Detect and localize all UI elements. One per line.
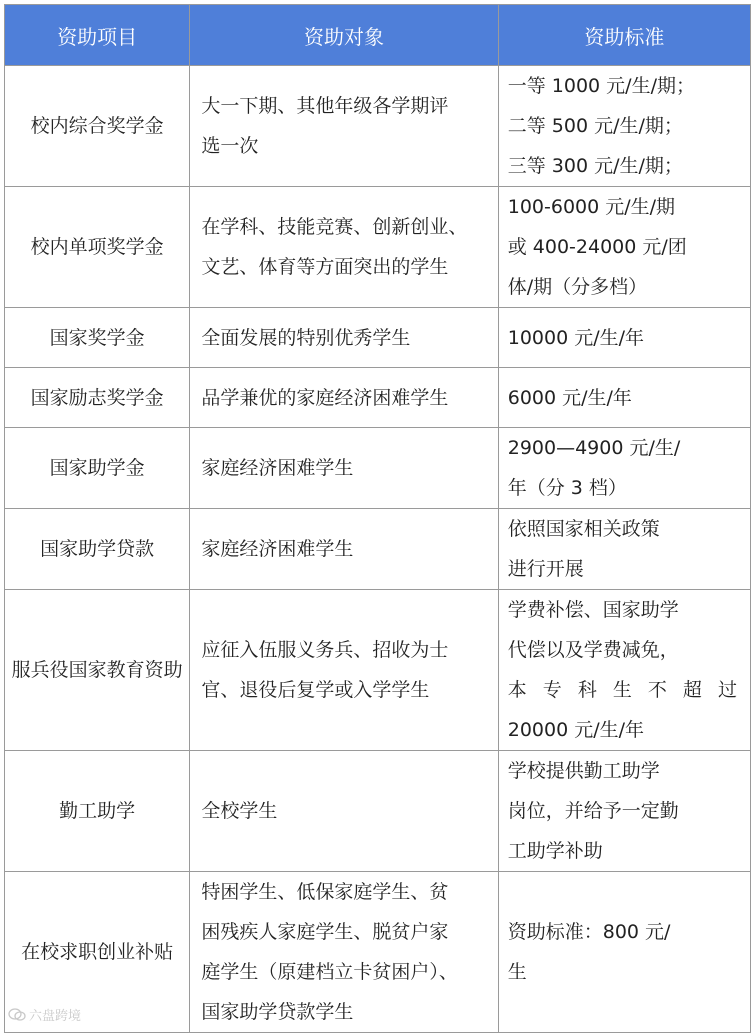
project-cell: 国家奖学金 bbox=[5, 308, 190, 368]
table-row bbox=[5, 751, 751, 872]
header-target: 资助对象 bbox=[190, 5, 498, 66]
standard-line: 100-6000 元/生/期 bbox=[507, 196, 676, 218]
target-line: 官、退役后复学或入学学生 bbox=[201, 679, 430, 701]
standard-line: 2900—4900 元/生/ bbox=[507, 437, 681, 459]
standard-line: 6000 元/生/年 bbox=[507, 386, 632, 409]
chat-bubble-icon bbox=[8, 1008, 26, 1022]
target-line: 家庭经济困难学生 bbox=[201, 457, 354, 479]
project-cell: 校内单项奖学金 bbox=[5, 187, 190, 308]
standard-line: 学校提供勤工助学 bbox=[507, 760, 660, 782]
header-project: 资助项目 bbox=[5, 5, 190, 66]
target-cell bbox=[190, 872, 498, 1033]
target-cell bbox=[190, 66, 498, 187]
header-standard: 资助标准 bbox=[498, 5, 750, 66]
standard-line: 本 专 科 生 不 超 过 bbox=[507, 679, 742, 701]
target-line: 品学兼优的家庭经济困难学生 bbox=[201, 386, 449, 409]
target-cell bbox=[190, 308, 498, 368]
standard-line: 三等 300 元/生/期； bbox=[507, 155, 683, 177]
standard-line: 工助学补助 bbox=[507, 840, 603, 862]
watermark bbox=[8, 1005, 81, 1024]
project-cell: 国家助学贷款 bbox=[5, 509, 190, 590]
project-cell: 勤工助学 bbox=[5, 751, 190, 872]
standard-cell bbox=[498, 308, 750, 368]
project-cell: 服兵役国家教育资助 bbox=[5, 590, 190, 751]
project-cell: 国家助学金 bbox=[5, 428, 190, 509]
standard-line: 资助标准：800 元/ bbox=[507, 921, 671, 943]
standard-line: 岗位，并给予一定勤 bbox=[507, 800, 679, 822]
standard-cell bbox=[498, 509, 750, 590]
standard-cell bbox=[498, 751, 750, 872]
table-row bbox=[5, 66, 751, 187]
target-cell bbox=[190, 751, 498, 872]
standard-line: 代偿以及学费减免， bbox=[507, 639, 679, 661]
standard-cell bbox=[498, 66, 750, 187]
target-line: 全面发展的特别优秀学生 bbox=[201, 326, 411, 349]
standard-line: 20000 元/生/年 bbox=[507, 719, 645, 741]
standard-cell bbox=[498, 872, 750, 1033]
project-cell: 在校求职创业补贴 bbox=[5, 872, 190, 1033]
target-cell bbox=[190, 509, 498, 590]
standard-line: 学费补偿、国家助学 bbox=[507, 599, 679, 621]
watermark-text: 六盘跨境 bbox=[29, 1009, 82, 1024]
table-row bbox=[5, 590, 751, 751]
target-line: 全校学生 bbox=[201, 800, 278, 822]
table-row bbox=[5, 428, 751, 509]
project-cell: 国家励志奖学金 bbox=[5, 368, 190, 428]
target-line: 困残疾人家庭学生、脱贫户家 bbox=[201, 921, 449, 943]
standard-line: 一等 1000 元/生/期； bbox=[507, 75, 695, 97]
target-cell bbox=[190, 187, 498, 308]
standard-line: 进行开展 bbox=[507, 558, 584, 580]
target-line: 国家助学贷款学生 bbox=[201, 1001, 354, 1023]
standard-line: 依照国家相关政策 bbox=[507, 518, 660, 540]
target-line: 庭学生（原建档立卡贫困户）、 bbox=[201, 961, 458, 983]
project-cell: 校内综合奖学金 bbox=[5, 66, 190, 187]
target-line: 应征入伍服义务兵、招收为士 bbox=[201, 639, 449, 661]
standard-line: 年（分 3 档） bbox=[507, 477, 627, 499]
standard-cell bbox=[498, 590, 750, 751]
standard-line: 体/期（分多档） bbox=[507, 276, 648, 298]
standard-line: 二等 500 元/生/期； bbox=[507, 115, 683, 137]
table-row bbox=[5, 368, 751, 428]
standard-cell bbox=[498, 428, 750, 509]
standard-line: 或 400-24000 元/团 bbox=[507, 236, 687, 258]
table-row bbox=[5, 872, 751, 1033]
standard-line: 生 bbox=[507, 961, 527, 983]
target-line: 大一下期、其他年级各学期评 bbox=[201, 95, 449, 117]
subsidy-table bbox=[4, 4, 751, 1033]
target-line: 家庭经济困难学生 bbox=[201, 538, 354, 560]
table-row bbox=[5, 308, 751, 368]
standard-line: 10000 元/生/年 bbox=[507, 326, 645, 349]
target-line: 选一次 bbox=[201, 135, 259, 157]
standard-cell bbox=[498, 187, 750, 308]
table-header-row bbox=[5, 5, 751, 66]
target-line: 文艺、体育等方面突出的学生 bbox=[201, 256, 449, 278]
table-row bbox=[5, 509, 751, 590]
target-cell bbox=[190, 590, 498, 751]
target-cell bbox=[190, 428, 498, 509]
standard-cell bbox=[498, 368, 750, 428]
target-line: 在学科、技能竞赛、创新创业、 bbox=[201, 216, 468, 238]
target-cell bbox=[190, 368, 498, 428]
target-line: 特困学生、低保家庭学生、贫 bbox=[201, 881, 449, 903]
table-row bbox=[5, 187, 751, 308]
